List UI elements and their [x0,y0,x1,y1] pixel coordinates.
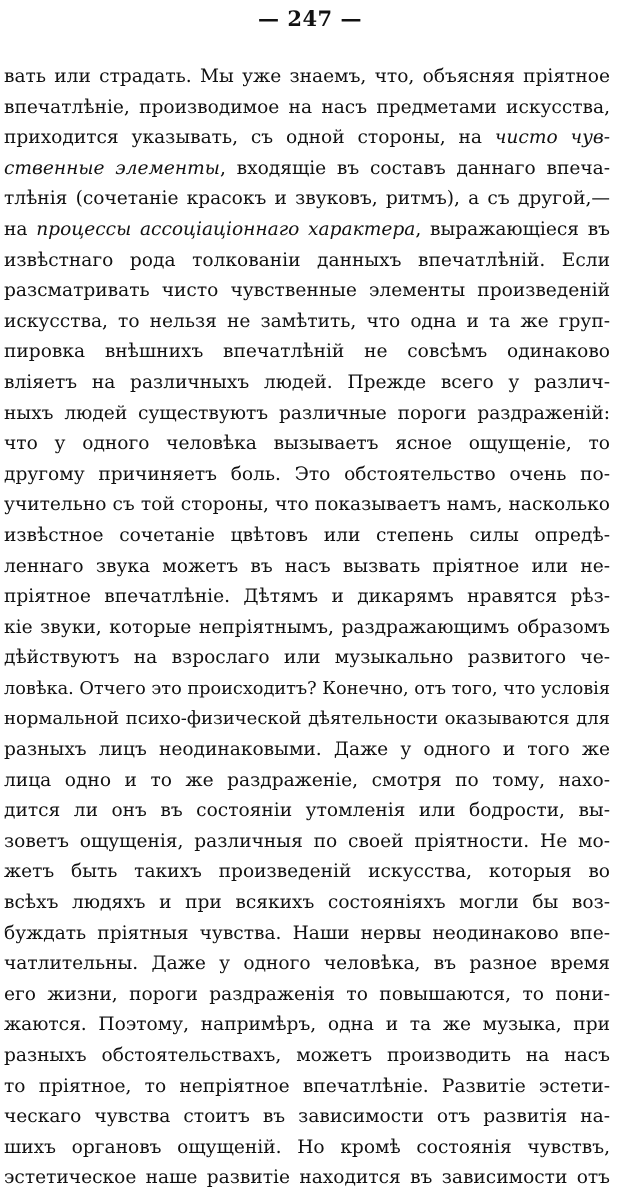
text-line [4,93,610,124]
text-line [4,674,610,705]
text-line [4,857,610,888]
text-line [4,307,610,338]
text-run: разныхъ обстоятельствахъ, можетъ производить на насъ [4,1045,610,1066]
body-text [4,62,610,1194]
text-run: извѣстнаго рода толкованіи данныхъ впечатлѣній. Если [4,249,610,271]
text-run: буждать пріятныя чувства. Наши нервы неодинаково впе- [4,922,610,944]
text-line [4,276,610,307]
text-line [4,582,610,613]
text-line [4,368,610,399]
text-run: всѣхъ людяхъ и при всякихъ состояніяхъ могли бы воз- [4,892,610,914]
italic-run: чисто чув- [494,127,610,149]
text-run: пировка внѣшнихъ впечатлѣній не совсѣмъ одинаково [4,341,610,363]
text-line [4,552,610,583]
text-line [4,399,610,430]
text-run: искусства, то нельзя не замѣтить, что одна и та же груп- [4,310,610,332]
text-line [4,1163,610,1194]
text-run: леннаго звука можетъ въ насъ вызвать пріятное или не- [4,555,610,577]
text-run: ловѣка. Отчего это происходитъ? Конечно, отъ того, что условія [4,678,610,699]
text-run: , выражающіеся въ [415,218,610,240]
text-run: вліяетъ на различныхъ людей. Прежде всего у различ- [4,371,610,393]
text-run: шихъ органовъ ощущеній. Но кромѣ состоянія чувствъ, [4,1136,610,1158]
text-run: нормальной психо-физической дѣятельности оказываются для [4,708,610,730]
text-run: зоветъ ощущенія, различныя по своей пріятности. Не мо- [4,830,610,852]
italic-run: ственные элементы [4,157,220,179]
text-line [4,154,610,185]
text-run: чатлительны. Даже у одного человѣка, въ разное время [4,953,610,975]
text-line [4,62,610,93]
text-run: пріятное впечатлѣніе. Дѣтямъ и дикарямъ нравятся рѣз- [4,586,610,608]
text-line [4,1133,610,1164]
text-line [4,1102,610,1133]
text-line [4,888,610,919]
text-run: кіе звуки, которые непріятнымъ, раздражающимъ образомъ [4,616,610,638]
text-run: лица одно и то же раздраженіе, смотря по тому, нахо- [4,769,610,791]
text-run: то пріятное, то непріятное впечатлѣніе. Развитіе эстети- [4,1075,610,1097]
text-run: жетъ быть такихъ произведеній искусства, которыя во [4,861,610,883]
text-run: жаются. Поэтому, напримѣръ, одна и та же музыка, при [4,1014,610,1036]
text-line [4,337,610,368]
text-line [4,643,610,674]
text-line [4,521,610,552]
text-run: дится ли онъ въ состояніи утомленія или бодрости, вы- [4,800,610,822]
text-line [4,704,610,735]
text-run: тлѣнія (сочетаніе красокъ и звуковъ, ритмъ), а съ другой,— [4,188,610,210]
text-run: разныхъ лицъ неодинаковыми. Даже у одного и того же [4,739,610,761]
text-run: , входящіе въ составъ даннаго впеча- [219,157,610,179]
text-run: дѣйствуютъ на взрослаго или музыкально развитого че- [4,647,610,669]
text-run: эстетическое наше развитіе находится въ зависимости отъ [4,1167,610,1189]
text-line [4,919,610,950]
text-run: другому причиняетъ боль. Это обстоятельство очень по- [4,463,610,485]
text-run: ческаго чувства стоитъ въ зависимости отъ развитія на- [4,1106,610,1128]
text-line [4,490,610,521]
text-run: впечатлѣніе, производимое на насъ предметами искусства, [4,96,610,118]
text-line [4,246,610,277]
text-line [4,1041,610,1072]
italic-run: процессы ассоціаціоннаго характера [36,218,416,240]
text-line [4,613,610,644]
text-line [4,123,610,154]
text-line [4,429,610,460]
text-line [4,460,610,491]
page-number: — 247 — [258,6,362,31]
text-line [4,1010,610,1041]
text-line [4,766,610,797]
text-line [4,827,610,858]
text-run: на [4,218,37,240]
text-run: приходится указывать, съ одной стороны, на [4,127,495,149]
text-run: его жизни, пороги раздраженія то повышаются, то пони- [4,983,610,1005]
text-line [4,184,610,215]
text-line [4,980,610,1011]
text-line [4,796,610,827]
text-line [4,949,610,980]
text-run: что у одного человѣка вызываетъ ясное ощущеніе, то [4,433,610,455]
text-run: вать или страдать. Мы уже знаемъ, что, объясняя пріятное [4,66,610,87]
text-run: разсматривать чисто чувственные элементы произведеній [4,280,610,302]
text-run: ныхъ людей существуютъ различные пороги раздраженій: [4,402,610,424]
text-run: учительно съ той стороны, что показываетъ намъ, насколько [4,494,610,516]
text-run: извѣстное сочетаніе цвѣтовъ или степень силы опредѣ- [4,524,610,546]
text-line [4,215,610,246]
text-line [4,1072,610,1103]
text-line [4,735,610,766]
